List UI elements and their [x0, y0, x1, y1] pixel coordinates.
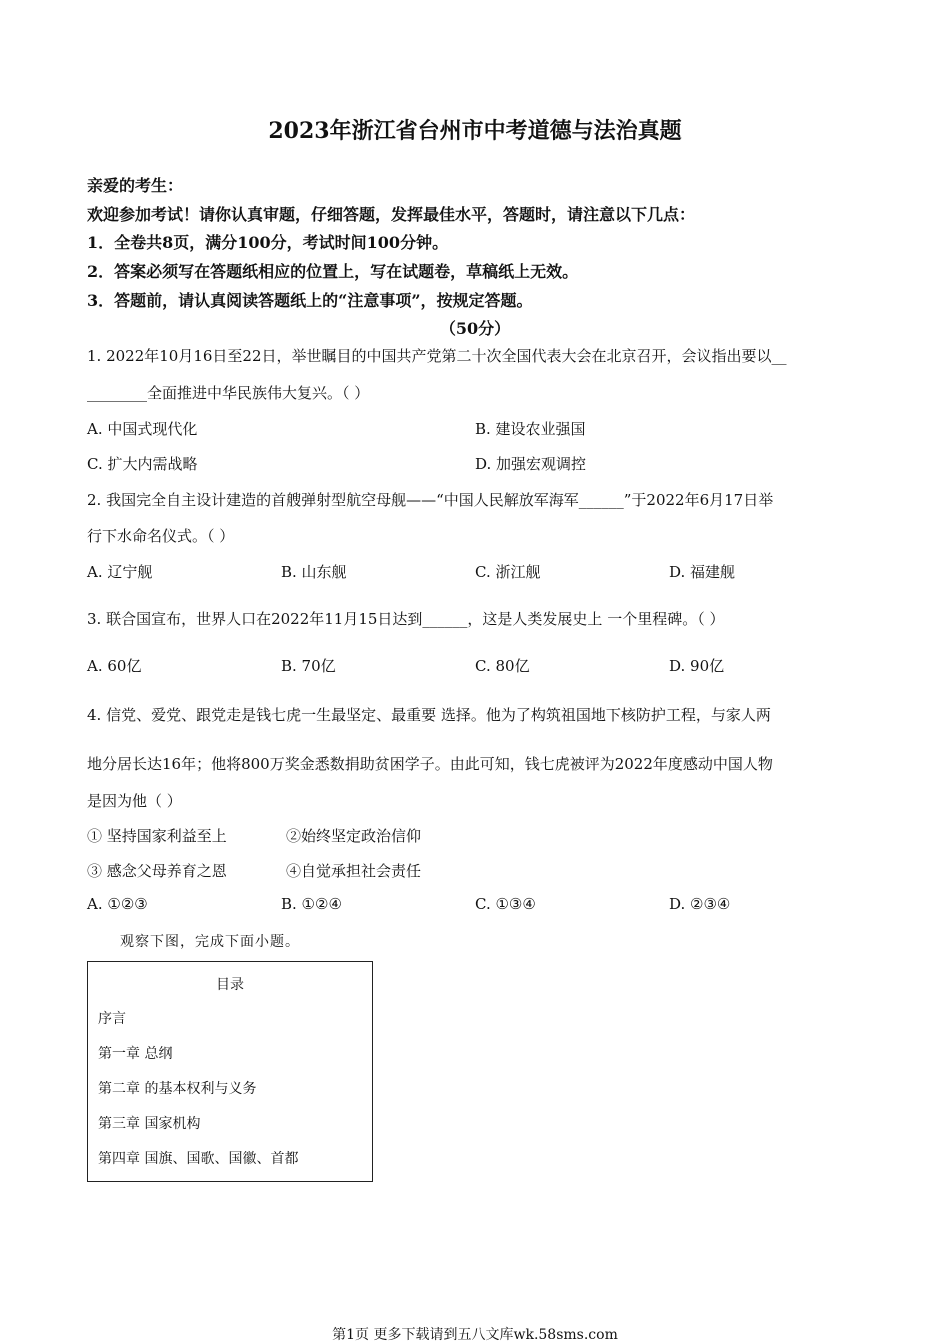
toc-title: 目录	[216, 977, 244, 993]
question-3-option-a: A. 60亿	[87, 657, 142, 675]
question-4-option-c: C. ①③④	[475, 895, 536, 913]
instruction-item: 1．全卷共8页，满分100分，考试时间100分钟。	[87, 233, 449, 252]
page-footer: 第1页 更多下载请到五八文库wk.58sms.com	[332, 1327, 618, 1343]
question-1-line2: ________全面推进中华民族伟大复兴。（ ）	[87, 384, 370, 402]
question-1-line1: 1. 2022年10月16日至22日，举世瞩目的中国共产党第二十次全国代表大会在北京召开，会议指出要以__	[87, 347, 787, 365]
question-3-line1: 3. 联合国宣布，世界人口在2022年11月15日达到______，这是人类发展史上 一个里程碑。（ ）	[87, 610, 725, 628]
greeting: 亲爱的考生：	[87, 176, 184, 195]
question-4-line2: 地分居长达16年；他将800万奖金悉数捐助贫困学子。由此可知，钱七虎被评为2022年度感动中国人物	[87, 755, 773, 773]
toc-item: 第一章 总纲	[98, 1046, 173, 1062]
question-2-option-c: C. 浙江舰	[475, 563, 541, 581]
question-1-option-c: C. 扩大内需战略	[87, 455, 198, 473]
toc-item: 第二章 的基本权利与义务	[98, 1081, 257, 1097]
question-1-option-d: D. 加强宏观调控	[475, 455, 587, 473]
figure-intro: 观察下图，完成下面小题。	[120, 934, 300, 950]
question-1-option-a: A. 中国式现代化	[87, 420, 198, 438]
question-2-option-a: A. 辽宁舰	[87, 563, 153, 581]
welcome-line: 欢迎参加考试！请你认真审题，仔细答题，发挥最佳水平，答题时，请注意以下几点：	[87, 205, 696, 224]
question-3-option-b: B. 70亿	[281, 657, 336, 675]
instruction-item: 3．答题前，请认真阅读答题纸上的“注意事项”，按规定答题。	[87, 291, 533, 310]
question-4-statement-3: ③ 感念父母养育之恩	[87, 862, 227, 880]
toc-item: 第三章 国家机构	[98, 1116, 201, 1132]
section-score: （50分）	[439, 319, 511, 338]
question-3-option-c: C. 80亿	[475, 657, 530, 675]
question-4-option-a: A. ①②③	[87, 895, 148, 913]
page-title: 2023年浙江省台州市中考道德与法治真题	[268, 118, 682, 144]
instruction-item: 2．答案必须写在答题纸相应的位置上，写在试题卷，草稿纸上无效。	[87, 262, 579, 281]
question-4-statement-1: ① 坚持国家利益至上	[87, 827, 227, 845]
question-4-option-d: D. ②③④	[669, 895, 731, 913]
question-2-option-b: B. 山东舰	[281, 563, 347, 581]
toc-item: 序言	[98, 1011, 126, 1027]
question-4-statement-4: ④自觉承担社会责任	[286, 862, 422, 880]
table-of-contents-figure	[87, 961, 373, 1182]
question-4-option-b: B. ①②④	[281, 895, 342, 913]
question-3-option-d: D. 90亿	[669, 657, 725, 675]
question-2-option-d: D. 福建舰	[669, 563, 736, 581]
question-1-option-b: B. 建设农业强国	[475, 420, 586, 438]
question-4-line3: 是因为他（ ）	[87, 792, 182, 810]
question-2-line2: 行下水命名仪式。（ ）	[87, 527, 235, 545]
toc-item: 第四章 国旗、国歌、国徽、首都	[98, 1151, 299, 1167]
question-4-line1: 4. 信党、爱党、跟党走是钱七虎一生最坚定、最重要 选择。他为了构筑祖国地下核防护工程，与家人两	[87, 706, 771, 724]
question-2-line1: 2. 我国完全自主设计建造的首艘弹射型航空母舰——“中国人民解放军海军______”于2022年6月17日举	[87, 491, 774, 509]
question-4-statement-2: ②始终坚定政治信仰	[286, 827, 422, 845]
